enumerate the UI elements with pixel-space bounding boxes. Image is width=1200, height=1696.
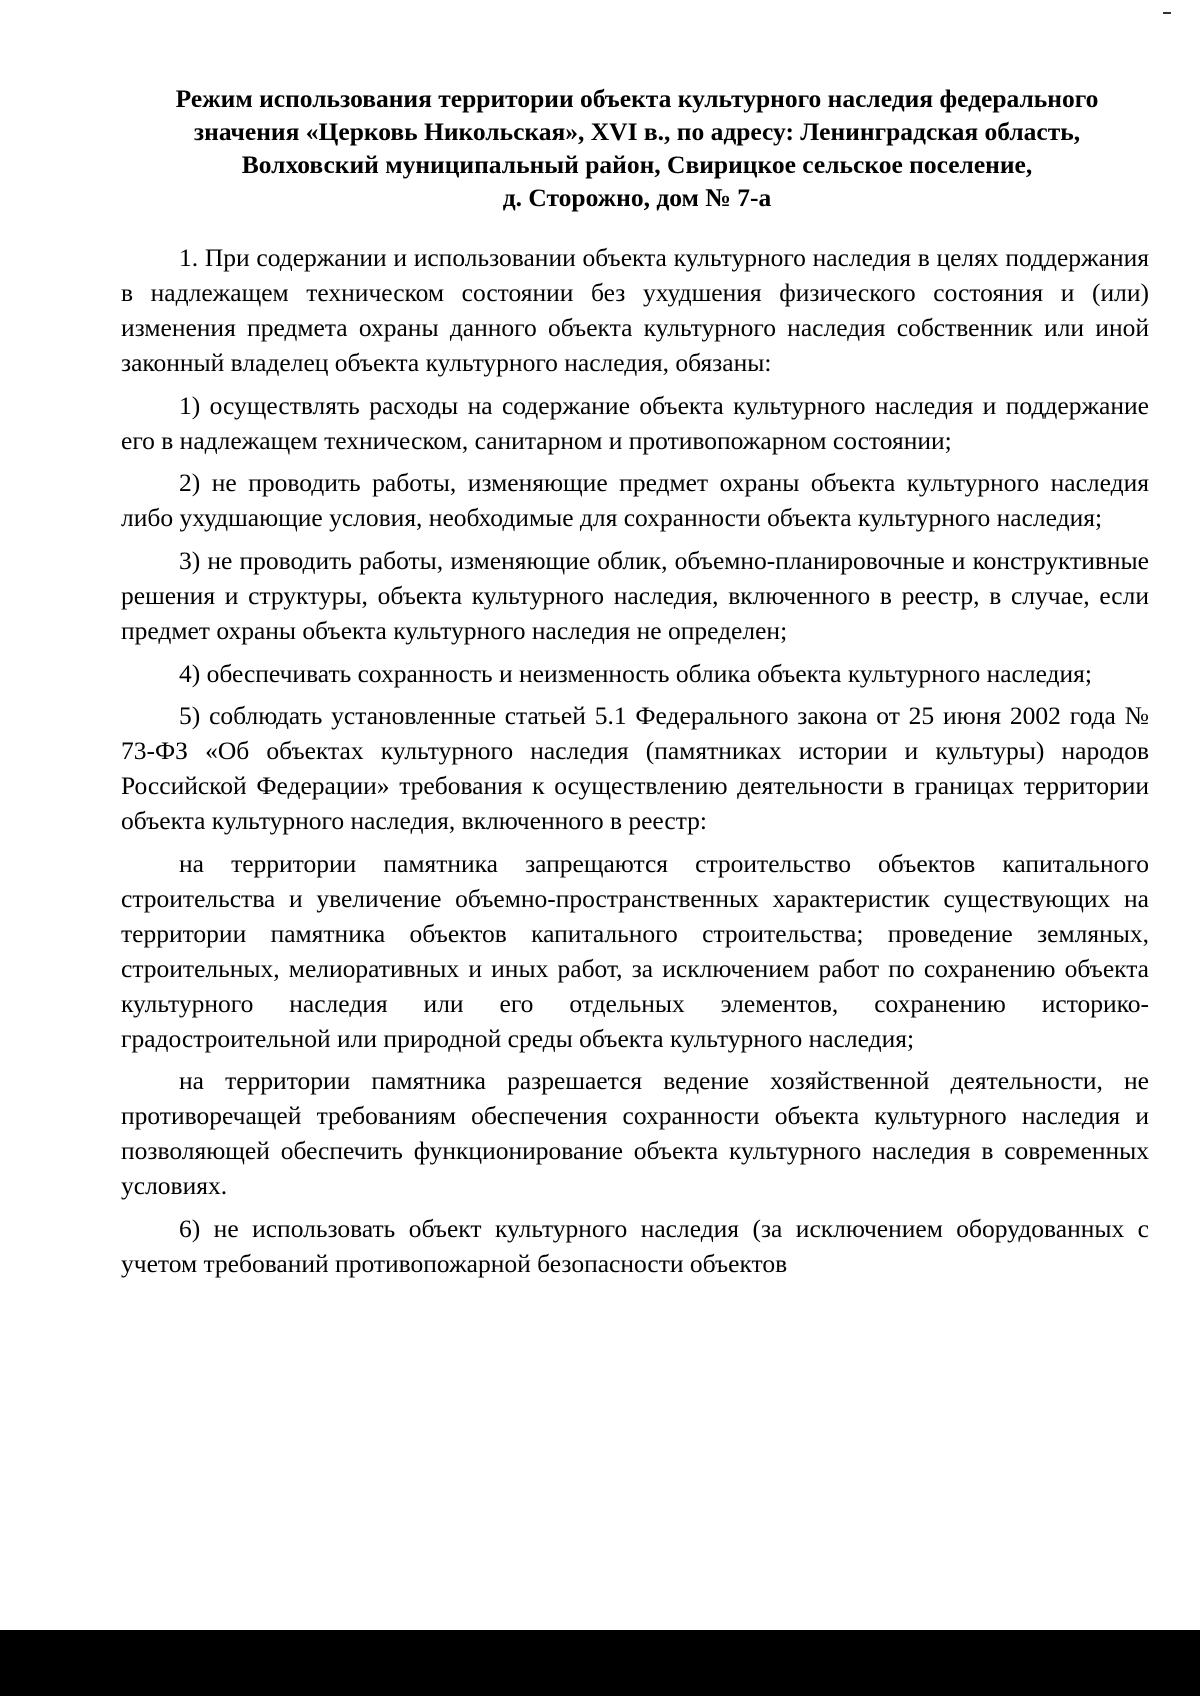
document-title xyxy=(118,82,1156,214)
title-line: значения «Церковь Никольская», XVI в., по адресу: Ленинградская область, xyxy=(193,117,1081,146)
title-line: Волховский муниципальный район, Свирицкое сельское поселение, xyxy=(241,150,1033,179)
paragraph-item-3: 3) не проводить работы, изменяющие облик, объемно-планировочные и конструктивные решения и структуры, объекта культурного наследия, включенного в реестр, в случае, если предмет охраны объекта культурного наследия не определен; xyxy=(121,545,1149,645)
paragraph-prohibitions: на территории памятника запрещаются строительство объектов капитального строительства и увеличение объемно-пространственных характеристик существующих на территории памятника объектов капитального строительства; проведение земляных, строительных, мелиоративных и иных работ, за исключением работ по сохранению объекта культурного наследия или его отдельных элементов, сохранению историко-градостроительной или природной среды объекта культурного наследия; xyxy=(121,848,1149,1053)
title-line: Режим использования территории объекта культурного наследия федерального xyxy=(175,84,1099,113)
document-body xyxy=(121,240,1149,1281)
paragraph-permissions: на территории памятника разрешается ведение хозяйственной деятельности, не противоречащей требованиям обеспечения сохранности объекта культурного наследия и позволяющей обеспечить функционирование объекта культурного наследия в современных условиях. xyxy=(121,1066,1149,1201)
paragraph-item-1: 1) осуществлять расходы на содержание объекта культурного наследия и поддержание его в надлежащем техническом, санитарном и противопожарном состоянии; xyxy=(121,390,1149,455)
paragraph-item-6: 6) не использовать объект культурного наследия (за исключением оборудованных с учетом требований противопожарной безопасности объектов xyxy=(121,1214,1149,1279)
paragraph-item-4: 4) обеспечивать сохранность и неизменность облика объекта культурного наследия; xyxy=(179,658,1092,688)
title-line: д. Сторожно, дом № 7-а xyxy=(502,183,772,212)
paragraph-item-5: 5) соблюдать установленные статьей 5.1 Федерального закона от 25 июня 2002 года № 73-ФЗ «Об объектах культурного наследия (памятниках истории и культуры) народов Российской Федерации» требования к осуществлению деятельности в границах территории объекта культурного наследия, включенного в реестр: xyxy=(121,701,1149,836)
paragraph-1: 1. При содержании и использовании объекта культурного наследия в целях поддержания в надлежащем техническом состоянии без ухудшения физического состояния и (или) изменения предмета охраны данного объекта культурного наследия собственник или иной законный владелец объекта культурного наследия, обязаны: xyxy=(121,243,1149,377)
paragraph-item-2: 2) не проводить работы, изменяющие предмет охраны объекта культурного наследия либо ухудшающие условия, необходимые для сохранности объекта культурного наследия; xyxy=(121,468,1149,533)
scan-mark xyxy=(1163,12,1171,14)
